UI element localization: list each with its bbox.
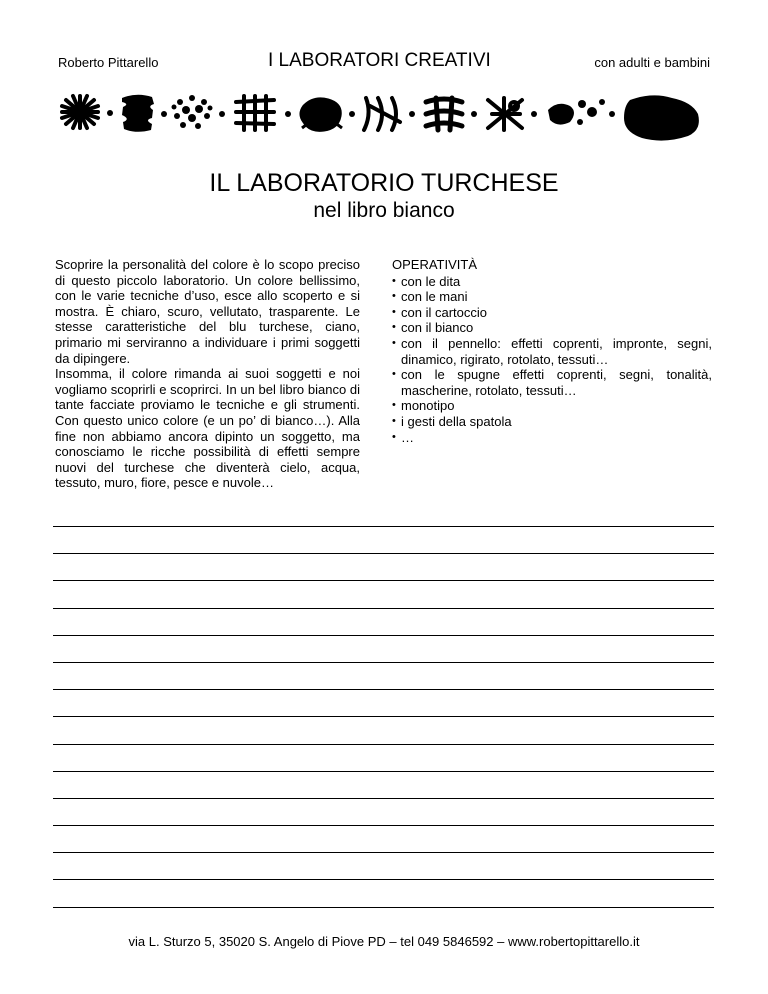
bullet-icon: • xyxy=(392,368,396,381)
list-item: • con le spugne effetti coprenti, segni, tonalità, mascherine, rotolato, tessuti… xyxy=(392,367,712,398)
page-subtitle: nel libro bianco xyxy=(313,199,455,222)
operativita-list xyxy=(392,274,712,446)
grid-stroke-icon xyxy=(236,96,274,130)
writing-line xyxy=(53,798,714,825)
list-item: • … xyxy=(392,429,414,445)
bullet-icon: • xyxy=(392,414,396,427)
list-item: • monotipo xyxy=(392,398,455,414)
round-blotch-icon xyxy=(301,99,342,130)
writing-line xyxy=(53,608,714,635)
writing-line xyxy=(53,553,714,580)
footer-address: via L. Sturzo 5, 35020 S. Angelo di Piove PD – tel 049 5846592 – www.robertopittarello.it xyxy=(128,934,640,949)
brush-stroke-banner-icon xyxy=(52,92,716,152)
writing-line xyxy=(53,879,714,906)
hatch-stroke-icon xyxy=(488,98,522,130)
writing-line xyxy=(53,689,714,716)
writing-line xyxy=(53,635,714,662)
writing-line xyxy=(53,662,714,689)
header-author: Roberto Pittarello xyxy=(58,55,159,70)
intro-paragraph-2: Insomma, il colore rimanda ai suoi soggetti e noi vogliamo scoprirli e scoprirci. In un bel libro bianco di tante facciate proviamo le tecniche e gli strumenti. Con questo unico colore (e un po’ di bianco…). Alla fine non abbiamo ancora dipinto un soggetto, ma conosciamo le ricche possibilità di effetti sempre nuovi del turchese che diventerà cielo, acqua, tessuto, muro, fiore, pesce e nuvole… xyxy=(55,366,360,491)
bullet-icon: • xyxy=(392,430,396,443)
sprinkle-stroke-icon xyxy=(172,95,213,129)
writing-line xyxy=(53,716,714,743)
bullet-icon: • xyxy=(392,321,396,334)
bullet-icon: • xyxy=(392,336,396,349)
header-series: I LABORATORI CREATIVI xyxy=(268,50,491,71)
bullet-icon: • xyxy=(392,399,396,412)
operativita-title: OPERATIVITÀ xyxy=(392,257,477,272)
starburst-stroke-icon xyxy=(62,96,98,128)
list-item: • con il bianco xyxy=(392,320,474,336)
list-item: • con il cartoccio xyxy=(392,304,487,320)
list-item: • con il pennello: effetti coprenti, impronte, segni, dinamico, rigirato, rotolato, tessuti… xyxy=(392,335,712,367)
header-audience: con adulti e bambini xyxy=(594,55,710,70)
writing-line xyxy=(53,852,714,879)
page-title: IL LABORATORIO TURCHESE xyxy=(209,169,559,197)
splash-stroke-icon xyxy=(548,99,605,125)
writing-line xyxy=(53,825,714,852)
intro-paragraph-1: Scoprire la personalità del colore è lo scopo preciso di questo piccolo laboratorio. Un colore bellissimo, con le varie tecniche d’uso, esce allo scoperto e si mostra. È chiaro, scuro, vellutato, trasparente. Le stesse caratteristiche del blu turchese, ciano, primario mi serviranno a individuare i primi soggetti da dipingere. xyxy=(55,257,360,366)
list-item: • i gesti della spatola xyxy=(392,413,512,429)
writing-lines xyxy=(53,526,714,934)
bullet-icon: • xyxy=(392,274,396,287)
writing-line xyxy=(53,580,714,607)
writing-line xyxy=(53,526,714,553)
diagonal-stroke-icon xyxy=(364,98,400,130)
writing-line xyxy=(53,771,714,798)
writing-line xyxy=(53,744,714,771)
woven-stroke-icon xyxy=(426,98,462,130)
writing-line xyxy=(53,907,714,934)
list-item: • con le dita xyxy=(392,273,461,289)
intro-column xyxy=(55,257,360,491)
operativita-column xyxy=(392,257,712,445)
bullet-icon: • xyxy=(392,290,396,303)
bullet-icon: • xyxy=(392,305,396,318)
blotch-stroke-icon xyxy=(122,95,154,132)
list-item: • con le mani xyxy=(392,289,468,305)
big-blot-icon xyxy=(624,95,699,140)
